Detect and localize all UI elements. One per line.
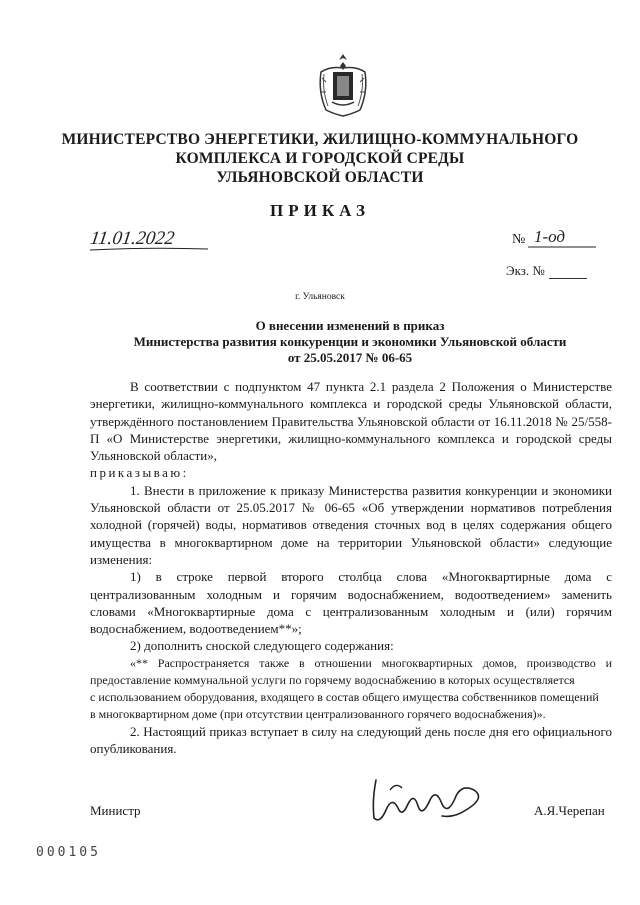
preamble-paragraph: В соответствии с подпунктом 47 пункта 2.1 раздела 2 Положения о Министерстве энергетики, жилищно-коммунального комплекса и городской среды Ульяновской области, утверждённого постановлением Правительства Ульяновской области от 16.11.2018 № 25/558-П «О Министерстве энергетики, жилищно-коммунального комплекса и городской среды Ульяновской области»,: [90, 379, 612, 464]
subject-line3: от 25.05.2017 № 06-65: [287, 350, 413, 365]
ministry-name-line3: УЛЬЯНОВСКОЙ ОБЛАСТИ: [216, 169, 424, 186]
footnote-line-a: «** Распространяется также в отношении многоквартирных домов, производство и предоставление коммунальной услуги по горячему водоснабжению в которых осуществляется: [90, 655, 612, 687]
date-text: 11.01.2022: [88, 228, 176, 249]
copy-number-blank: [549, 278, 587, 279]
footnote-line-c: в многоквартирном доме (при отсутствии централизованного горячего водоснабжения)».: [90, 706, 546, 721]
subject-line2: Министерства развития конкуренции и экономики Ульяновской области: [133, 334, 567, 349]
item-1-subitem-2: 2) дополнить сноской следующего содержания:: [130, 638, 394, 654]
copy-number: [506, 263, 587, 279]
item-1-subitem-1: 1) в строке первой второго столбца слова «Многоквартирные дома с централизованным холодным и горячим водоснабжением, водоотведением» заменить словами «Многоквартирные дома с централизованным холодным и (или) горячим водоснабжением, водоотведением**»;: [90, 569, 612, 637]
order-subject: [90, 318, 610, 366]
signer-name: А.Я.Черепан: [534, 803, 605, 818]
handwritten-signature: [362, 770, 502, 828]
order-body: [90, 378, 612, 757]
order-number-label: №: [512, 232, 526, 247]
ministry-name-line1: МИНИСТЕРСТВО ЭНЕРГЕТИКИ, ЖИЛИЩНО-КОММУНАЛЬНОГО: [61, 131, 579, 148]
ministry-name: [40, 130, 600, 187]
city: г. Ульяновск: [295, 292, 345, 302]
subject-line1: О внесении изменений в приказ: [255, 318, 445, 333]
handwritten-date: [88, 226, 210, 252]
coat-of-arms-icon: [316, 52, 370, 118]
item-1: 1. Внести в приложение к приказу Министерства развития конкуренции и экономики Ульяновской области от 25.05.2017 № 06-65 «Об утверждении нормативов потребления холодной (горячей) воды, нормативов отведения сточных вод в целях содержания общего имущества в многоквартирном доме на территории Ульяновской области» следующие изменения:: [90, 482, 612, 567]
handwritten-order-number: [528, 225, 598, 251]
registration-stamp-number: 000105: [36, 845, 101, 860]
document-type-title: ПРИКАЗ: [270, 201, 370, 220]
ministry-name-line2: КОМПЛЕКСА И ГОРОДСКОЙ СРЕДЫ: [175, 150, 465, 167]
copy-number-label: Экз. №: [506, 263, 545, 278]
order-number-text: 1-од: [534, 227, 566, 246]
item-2: 2. Настоящий приказ вступает в силу на следующий день после дня его официального опубликования.: [90, 723, 612, 757]
footnote-line-b: с использованием оборудования, входящего в состав общего имущества собственников помещений: [90, 689, 599, 704]
prikazyvayu: приказываю:: [90, 465, 189, 481]
signer-position: Министр: [90, 803, 141, 818]
